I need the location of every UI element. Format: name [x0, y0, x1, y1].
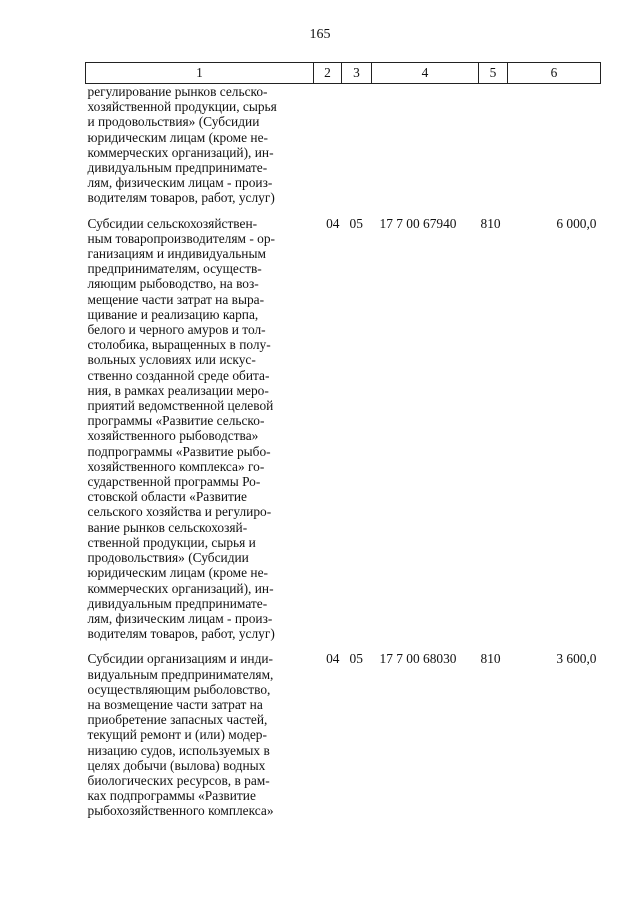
header-col-1: 1 [86, 63, 314, 84]
table-row [86, 651, 601, 818]
row-expense-type: 810 [480, 215, 501, 231]
row-subsection: 05 [349, 215, 363, 231]
row-amount: 3 600,0 [556, 651, 597, 667]
row-section [314, 84, 342, 206]
row-expense-type: 810 [480, 651, 501, 667]
row-description: Субсидии организациям и инди- видуальным предпринимателям, осуществляющим рыболовство, на возмещение части затрат на приобретение запасных частей, текущий ремонт и (или) модер- низацию судов, используемых в целях добычи (вылова) водных биологических ресурсов, в рам- ках подпрограммы «Развитие рыбохозяйственного комплекса» [87, 651, 274, 819]
header-col-6: 6 [508, 63, 601, 84]
row-amount: 6 000,0 [556, 215, 597, 231]
table-body [86, 84, 601, 819]
row-subsection [342, 84, 372, 206]
header-col-3: 3 [342, 63, 372, 84]
row-subsection: 05 [349, 651, 363, 667]
header-col-5: 5 [479, 63, 508, 84]
gap-cell [86, 206, 601, 216]
header-col-2: 2 [314, 63, 342, 84]
row-target-code: 17 7 00 68030 [379, 651, 457, 667]
header-col-4: 4 [372, 63, 479, 84]
gap-cell [86, 641, 601, 651]
budget-table [85, 62, 601, 819]
table-row [86, 216, 601, 642]
row-target-code: 17 7 00 67940 [379, 215, 457, 231]
row-gap [86, 206, 601, 216]
table-header [86, 63, 601, 84]
row-description: регулирование рынков сельско- хозяйственной продукции, сырья и продовольствия» (Субсидии юридическим лицам (кроме не- коммерческих организаций), ин- дивидуальным предпринимате- лям, физическим лицам - произ- водителям товаров, работ, услуг) [87, 84, 277, 206]
row-description: Субсидии сельскохозяйствен- ным товаропроизводителям - ор- ганизациям и индивидуальным предпринимателям, осуществ- ляющим рыбоводство, на воз- мещение части затрат на выра- щивание и реализацию карпа, белого и черного амуров и тол- столобика, выращенных в полу- вольных условиях или искус- ственно созданной среде обита- ния, в рамках реализации меро- приятий ведомственной целевой программы «Развитие сельско- хозяйственного рыбоводства» подпрограммы «Развитие рыбо- хозяйственного комплекса» го- сударственной программы Ро- стовской области «Развитие сельского хозяйства и регулиро- вание рынков сельскохозяй- ственной продукции, сырья и продовольствия» (Субсидии юридическим лицам (кроме не- коммерческих организаций), ин- дивидуальным предпринимате- лям, физическим лицам - произ- водителям товаров, работ, услуг) [87, 215, 275, 642]
page-number: 165 [309, 27, 331, 42]
row-section: 04 [326, 651, 340, 667]
header-row [86, 63, 601, 84]
row-target-code [372, 84, 479, 206]
row-gap [86, 641, 601, 651]
row-expense-type [479, 84, 508, 206]
row-section: 04 [326, 215, 340, 231]
row-amount [508, 84, 601, 206]
table-row [86, 84, 601, 206]
